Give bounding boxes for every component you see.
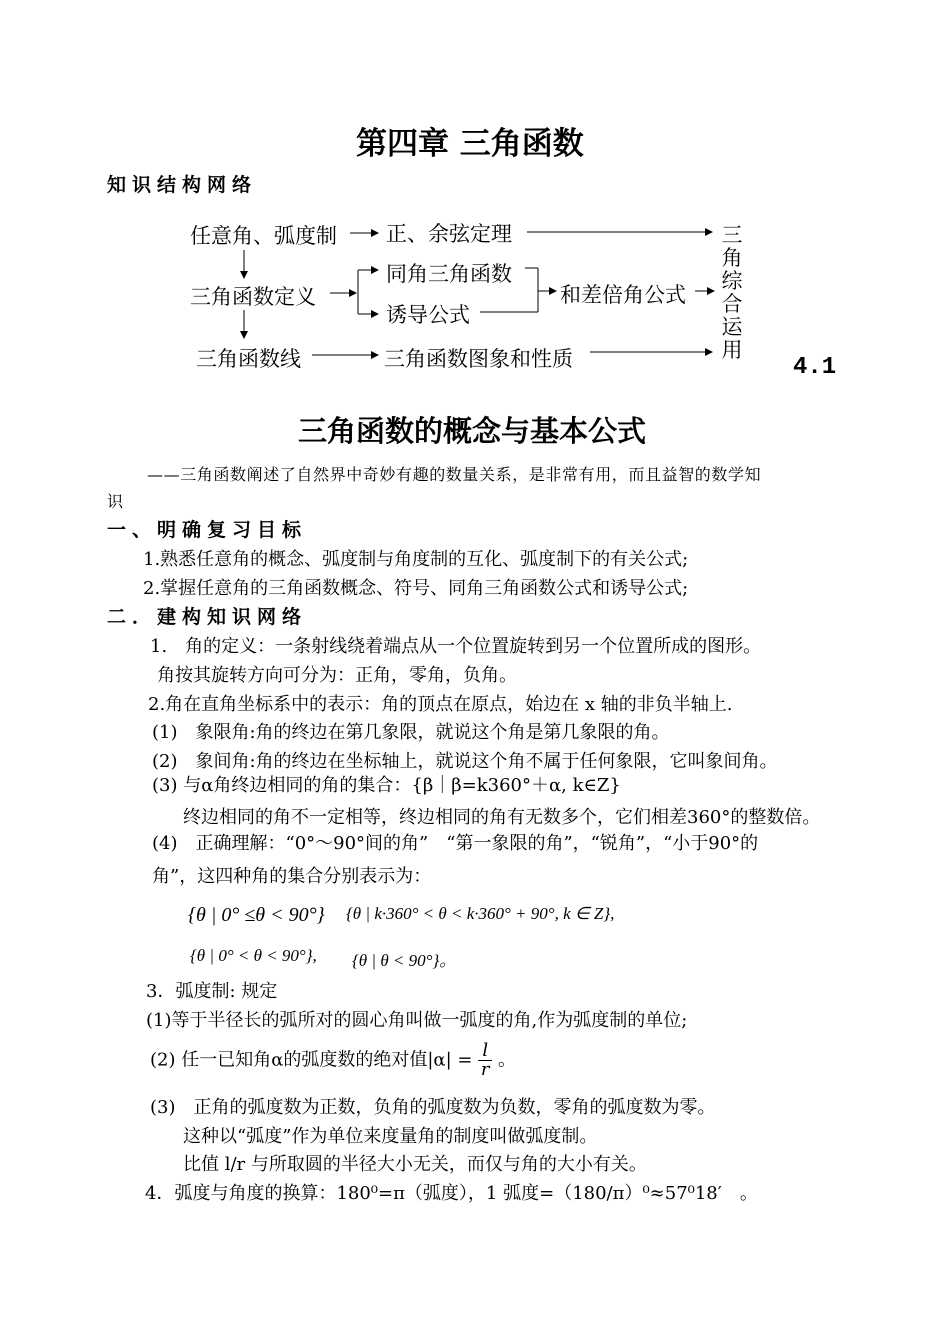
item-coordinate-representation: 2.角在直角坐标系中的表示：角的顶点在原点，始边在 x 轴的非负半轴上.: [148, 694, 733, 715]
radian-formula-text: (2) 任一已知角α的弧度数的绝对值|α| =: [150, 1049, 473, 1071]
network-heading: 知识结构网络: [107, 174, 258, 196]
item-coterminal-set: (3) 与α角终边相同的角的集合：{β｜β=k360°＋α, k∈Z}: [152, 775, 621, 796]
angle-set-2: {θ | k·360° < θ < k·360° + 90°, k ∈ Z},: [346, 904, 615, 923]
diagram-same-angle: 同角三角函数: [386, 262, 512, 286]
item-coterminal-note: 终边相同的角不一定相等，终边相同的角有无数多个，它们相差360°的整数倍。: [183, 807, 821, 828]
item-radian-rule: 3．弧度制: 规定: [146, 981, 278, 1002]
item-radian-unit: (1)等于半径长的弧所对的圆心角叫做一弧度的角,作为弧度制的单位;: [146, 1010, 688, 1031]
section-title: 三角函数的概念与基本公式: [298, 414, 647, 448]
diagram-induction-formula: 诱导公式: [386, 303, 470, 327]
diagram-any-angle: 任意角、弧度制: [190, 224, 337, 248]
radian-fraction: [478, 1042, 492, 1079]
intro-line-1: ——三角函数阐述了自然界中奇妙有趣的数量关系，是非常有用，而且益智的数学知: [147, 465, 762, 484]
diagram-graph-properties: 三角函数图象和性质: [384, 347, 573, 371]
fraction-numerator: l: [482, 1040, 489, 1061]
diagram-trig-definition: 三角函数定义: [190, 285, 316, 309]
structure-diagram-lines: [0, 0, 950, 400]
item-axis-angle: (2) 象间角:角的终边在坐标轴上，就说这个角不属于任何象限，它叫象间角。: [152, 751, 778, 772]
diagram-sum-difference: 和差倍角公式: [560, 283, 686, 307]
section-number: 4.1: [793, 354, 837, 381]
fraction-denominator: r: [480, 1059, 490, 1080]
item-quadrant-angle: (1) 象限角:角的终边在第几象限，就说这个角是第几象限的角。: [152, 722, 670, 743]
heading-knowledge: 二．建构知识网络: [107, 606, 308, 628]
item-angle-types: 角按其旋转方向可分为：正角，零角，负角。: [157, 665, 517, 686]
angle-set-3: {θ | 0° < θ < 90°},: [190, 946, 317, 965]
diagram-sine-cosine-law: 正、余弦定理: [386, 222, 512, 246]
goal-1: 1.熟悉任意角的概念、弧度制与角度制的互化、弧度制下的有关公式;: [143, 549, 689, 570]
heading-goals: 一、明确复习目标: [107, 519, 308, 541]
item-conversion: 4．弧度与角度的换算：180⁰=π（弧度），1 弧度=（180/π）⁰≈57⁰18′ 。: [145, 1183, 758, 1204]
angle-set-1: {θ | 0° ≤θ < 90°}: [188, 904, 325, 926]
diagram-trig-lines: 三角函数线: [196, 347, 301, 371]
item-angle-definition: 1. 角的定义：一条射线绕着端点从一个位置旋转到另一个位置所成的图形。: [150, 636, 762, 657]
item-understanding-1: (4) 正确理解：“0°～90°间的角” “第一象限的角”，“锐角”，“小于90°的: [152, 833, 759, 854]
radian-formula-end: 。: [497, 1049, 516, 1071]
item-radian-sign: (3) 正角的弧度数为正数，负角的弧度数为负数，零角的弧度数为零。: [150, 1097, 716, 1118]
chapter-title: 第四章 三角函数: [356, 126, 584, 162]
item-understanding-2: 角”，这四种角的集合分别表示为：: [152, 866, 432, 887]
intro-line-2: 识: [107, 492, 124, 511]
goal-2: 2.掌握任意角的三角函数概念、符号、同角三角函数公式和诱导公式;: [143, 578, 689, 599]
item-ratio-note: 比值 l/r 与所取圆的半径大小无关，而仅与角的大小有关。: [183, 1154, 647, 1175]
diagram-comprehensive-use: 三角综合运用: [721, 223, 743, 362]
item-radian-system: 这种以“弧度”作为单位来度量角的制度叫做弧度制。: [183, 1126, 598, 1147]
angle-set-4: {θ | θ < 90°}。: [352, 951, 457, 970]
item-radian-formula: [150, 1042, 516, 1079]
